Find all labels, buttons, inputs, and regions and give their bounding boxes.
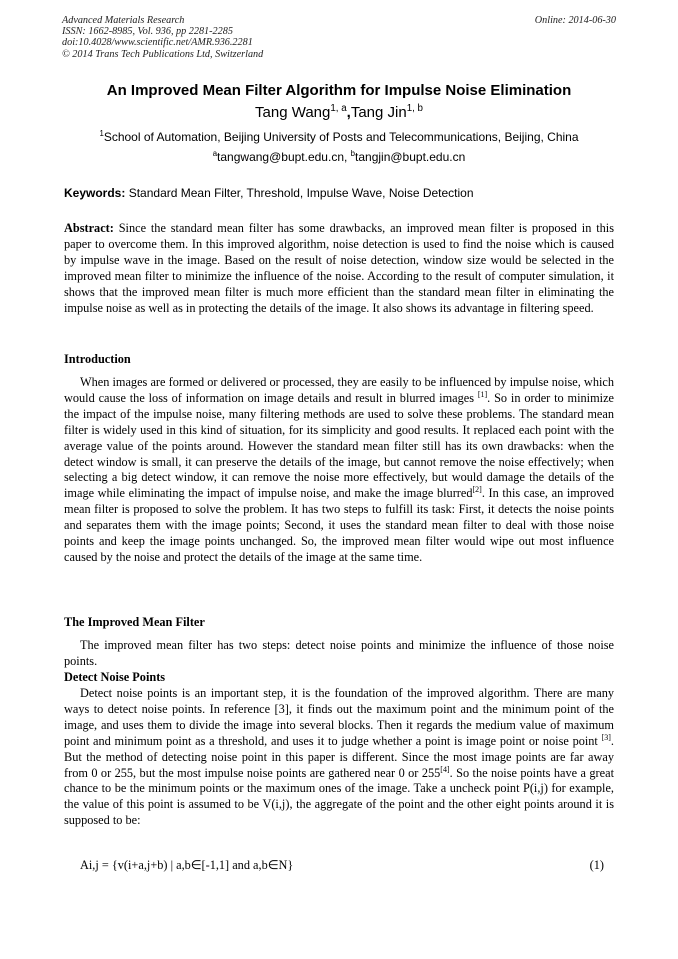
subsection-heading: Detect Noise Points [64,670,166,684]
subsection-paragraph [64,686,614,829]
email-mark: b [350,149,356,158]
abstract [64,221,614,316]
paragraph-text: Detect noise points is an important step, it is the foundation of the improved algorithm. There are many ways to detect noise points. In reference [3], it finds out the maximum point and the minimum point of the image, and uses them to divide the image into several blocks. Then it regards the medium value of maximum point and minimum point as a threshold, and uses it to judge whether a point is image point or noise point [64,686,614,748]
paragraph-text: . So in order to minimize the impact of the impulse noise, many filtering methods are used to solve these problems. The standard mean filter is widely used in this kind of situation, for its simplicity and good results. It replaced each point with the average value of the points around. However the standard mean filter still has its own drawbacks: when the detect window is small, it can preserve the details of the image, but cannot remove the noise effectively; when selecting a big detect window, it can remove the noise more effectively, but would damage the details of the image while eliminating the impact of impulse noise, and make the image blurred [64,390,614,501]
author-list [40,104,638,121]
author-separator: , [346,104,351,121]
keywords-text: Standard Mean Filter, Threshold, Impulse Wave, Noise Detection [128,186,474,200]
section-paragraph: The improved mean filter has two steps: detect noise points and minimize the influence of those noise points. [64,638,614,668]
copyright-line: © 2014 Trans Tech Publications Ltd, Switzerland [62,48,264,60]
affiliation-mark: 1 [99,129,104,138]
doi-line: doi:10.4028/www.scientific.net/AMR.936.2281 [62,37,253,49]
email-separator: , [344,150,351,164]
issn-line: ISSN: 1662-8985, Vol. 936, pp 2281-2285 [62,26,233,38]
email-link[interactable]: tangwang@bupt.edu.cn [217,150,344,164]
keywords [64,186,624,200]
author-affil-mark: 1, b [406,103,423,114]
email-mark: a [212,149,218,158]
affiliation [30,130,648,144]
online-date: Online: 2014-06-30 [534,15,616,26]
abstract-text: Since the standard mean filter has some drawbacks, an improved mean filter is proposed in this paper to overcome them. In this improved algorithm, noise detection is used to find the noise which is caused by impulse wave in the image. Based on the result of noise detection, window size would be selected in the improved mean filter to minimize the influence of the noise. According to the result of computer simulation, it shows that the improved mean filter is much more efficient than the standard mean filter in eliminating the impulse noise as well as in protecting the details of the image. It also shows its advantage in filtering speed. [64,221,614,315]
section-heading: The Improved Mean Filter [64,615,205,629]
section-heading: Introduction [64,352,131,366]
abstract-label: Abstract: [64,221,114,235]
paragraph-text: When images are formed or delivered or processed, they are easily to be influenced by impulse noise, which would cause the loss of information on image details and result in blurred images [64,375,614,405]
citation[interactable]: [2] [472,485,482,495]
paper-title: An Improved Mean Filter Algorithm for Impulse Noise Elimination [106,82,572,99]
author-name: Tang Jin [350,104,407,121]
citation[interactable]: [1] [477,389,488,399]
author-emails [30,150,648,164]
paragraph-text: . In this case, an improved mean filter is proposed to solve the problem. It has two steps to fulfill its task: First, it detects the noise points and separates them with the image points; Second, it uses the standard mean filter to deal with those noise points and keep the image points unchanged. So, the improved mean filter would wipe out most influence caused by the noise and protect the details of the image at the same time. [64,486,614,564]
introduction-paragraph [64,375,614,566]
equation: Ai,j = {v(i+a,j+b) | a,b∈[-1,1] and a,b∈N} [80,858,294,872]
citation[interactable]: [3] [601,732,611,742]
author-affil-mark: 1, a [330,103,347,114]
email-link[interactable]: tangjin@bupt.edu.cn [355,150,466,164]
citation[interactable]: [4] [440,764,450,774]
paragraph-text: . So the noise points have a great chance to be the minimum points or the maximum ones of the image. Take a uncheck point P(i,j) for example, the value of this point is assumed to be V(i,j), the aggregate of the point and the other eight points around it is supposed to be: [64,765,614,828]
affiliation-text: School of Automation, Beijing University of Posts and Telecommunications, Beijing, China [103,130,579,144]
equation-number: (1) [589,858,604,872]
journal-header [62,15,263,60]
keywords-label: Keywords: [64,186,126,200]
paragraph-text: . But the method of detecting noise point in this paper is different. Since the most image points are far away from 0 or 255, but the most impulse noise points are gathered near 0 or 255 [64,733,614,780]
journal-name: Advanced Materials Research [62,15,185,26]
author-name: Tang Wang [255,104,331,121]
